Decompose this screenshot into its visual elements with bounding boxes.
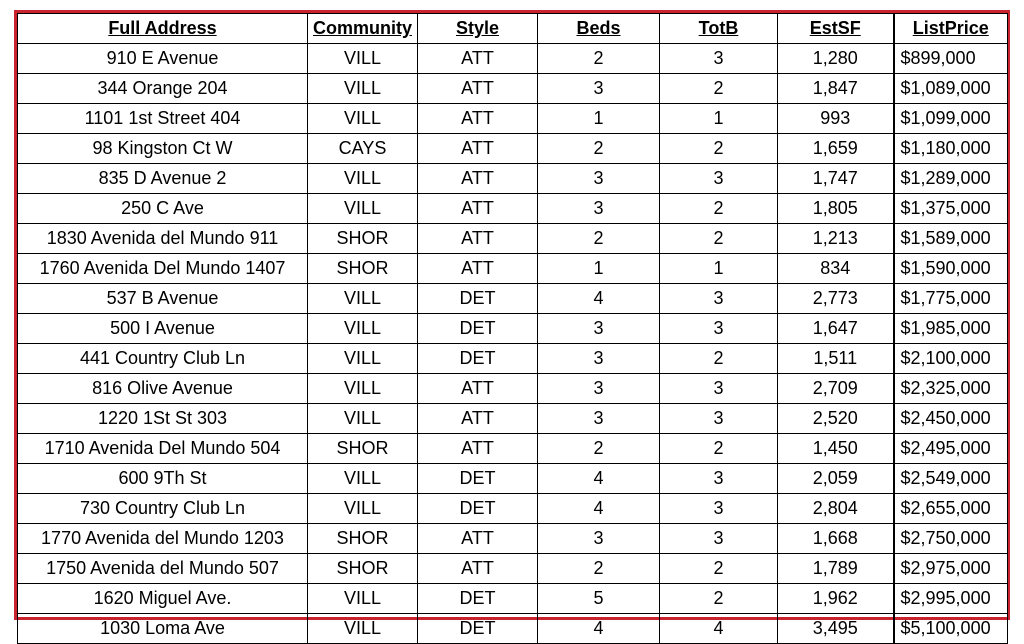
cell-totb: 2 bbox=[660, 194, 778, 224]
cell-totb: 2 bbox=[660, 554, 778, 584]
cell-community: VILL bbox=[308, 344, 418, 374]
cell-estsf: 3,495 bbox=[778, 614, 894, 644]
cell-style: ATT bbox=[418, 44, 538, 74]
cell-beds: 2 bbox=[538, 434, 660, 464]
cell-beds: 2 bbox=[538, 224, 660, 254]
cell-community: SHOR bbox=[308, 434, 418, 464]
cell-beds: 4 bbox=[538, 614, 660, 644]
cell-community: SHOR bbox=[308, 524, 418, 554]
cell-listprice: $1,289,000 bbox=[894, 164, 1008, 194]
cell-community: VILL bbox=[308, 374, 418, 404]
cell-beds: 3 bbox=[538, 164, 660, 194]
cell-totb: 2 bbox=[660, 224, 778, 254]
cell-full-address: 441 Country Club Ln bbox=[18, 344, 308, 374]
cell-full-address: 1830 Avenida del Mundo 911 bbox=[18, 224, 308, 254]
cell-listprice: $1,775,000 bbox=[894, 284, 1008, 314]
cell-estsf: 2,804 bbox=[778, 494, 894, 524]
cell-listprice: $1,589,000 bbox=[894, 224, 1008, 254]
cell-community: SHOR bbox=[308, 554, 418, 584]
cell-totb: 1 bbox=[660, 104, 778, 134]
table-row bbox=[18, 614, 1008, 644]
cell-beds: 2 bbox=[538, 554, 660, 584]
cell-community: VILL bbox=[308, 404, 418, 434]
cell-estsf: 993 bbox=[778, 104, 894, 134]
cell-totb: 3 bbox=[660, 314, 778, 344]
cell-listprice: $899,000 bbox=[894, 44, 1008, 74]
cell-full-address: 1750 Avenida del Mundo 507 bbox=[18, 554, 308, 584]
header-community: Community bbox=[308, 14, 418, 44]
cell-style: DET bbox=[418, 494, 538, 524]
cell-style: DET bbox=[418, 464, 538, 494]
cell-full-address: 835 D Avenue 2 bbox=[18, 164, 308, 194]
cell-community: VILL bbox=[308, 284, 418, 314]
cell-totb: 3 bbox=[660, 464, 778, 494]
table-row bbox=[18, 254, 1008, 284]
cell-style: ATT bbox=[418, 104, 538, 134]
table-row bbox=[18, 494, 1008, 524]
cell-style: DET bbox=[418, 344, 538, 374]
cell-style: ATT bbox=[418, 404, 538, 434]
table-row bbox=[18, 224, 1008, 254]
table-row bbox=[18, 554, 1008, 584]
cell-full-address: 250 C Ave bbox=[18, 194, 308, 224]
header-full-address: Full Address bbox=[18, 14, 308, 44]
cell-estsf: 1,789 bbox=[778, 554, 894, 584]
cell-full-address: 1220 1St St 303 bbox=[18, 404, 308, 434]
cell-beds: 1 bbox=[538, 254, 660, 284]
table-row bbox=[18, 74, 1008, 104]
cell-listprice: $2,655,000 bbox=[894, 494, 1008, 524]
cell-beds: 4 bbox=[538, 494, 660, 524]
cell-totb: 3 bbox=[660, 524, 778, 554]
cell-community: SHOR bbox=[308, 254, 418, 284]
cell-totb: 3 bbox=[660, 404, 778, 434]
listings-table bbox=[17, 13, 1008, 644]
cell-beds: 2 bbox=[538, 134, 660, 164]
cell-estsf: 834 bbox=[778, 254, 894, 284]
cell-beds: 3 bbox=[538, 524, 660, 554]
cell-community: VILL bbox=[308, 464, 418, 494]
cell-estsf: 2,520 bbox=[778, 404, 894, 434]
cell-estsf: 2,709 bbox=[778, 374, 894, 404]
cell-beds: 3 bbox=[538, 374, 660, 404]
table-row bbox=[18, 434, 1008, 464]
header-listprice: ListPrice bbox=[894, 14, 1008, 44]
cell-style: ATT bbox=[418, 524, 538, 554]
cell-style: ATT bbox=[418, 434, 538, 464]
cell-estsf: 1,659 bbox=[778, 134, 894, 164]
cell-full-address: 344 Orange 204 bbox=[18, 74, 308, 104]
cell-full-address: 537 B Avenue bbox=[18, 284, 308, 314]
cell-style: ATT bbox=[418, 224, 538, 254]
table-row bbox=[18, 314, 1008, 344]
cell-full-address: 1030 Loma Ave bbox=[18, 614, 308, 644]
cell-estsf: 1,747 bbox=[778, 164, 894, 194]
cell-style: ATT bbox=[418, 254, 538, 284]
table-row bbox=[18, 164, 1008, 194]
cell-totb: 3 bbox=[660, 284, 778, 314]
cell-beds: 3 bbox=[538, 314, 660, 344]
cell-style: ATT bbox=[418, 374, 538, 404]
cell-community: VILL bbox=[308, 164, 418, 194]
cell-full-address: 1101 1st Street 404 bbox=[18, 104, 308, 134]
cell-beds: 4 bbox=[538, 464, 660, 494]
cell-community: VILL bbox=[308, 194, 418, 224]
table-row bbox=[18, 464, 1008, 494]
cell-totb: 3 bbox=[660, 44, 778, 74]
cell-estsf: 2,059 bbox=[778, 464, 894, 494]
cell-listprice: $1,099,000 bbox=[894, 104, 1008, 134]
cell-estsf: 1,280 bbox=[778, 44, 894, 74]
cell-community: VILL bbox=[308, 584, 418, 614]
cell-listprice: $1,985,000 bbox=[894, 314, 1008, 344]
cell-totb: 1 bbox=[660, 254, 778, 284]
cell-estsf: 1,450 bbox=[778, 434, 894, 464]
cell-community: VILL bbox=[308, 74, 418, 104]
cell-beds: 4 bbox=[538, 284, 660, 314]
cell-totb: 3 bbox=[660, 374, 778, 404]
cell-estsf: 2,773 bbox=[778, 284, 894, 314]
cell-community: CAYS bbox=[308, 134, 418, 164]
cell-estsf: 1,647 bbox=[778, 314, 894, 344]
cell-listprice: $1,590,000 bbox=[894, 254, 1008, 284]
cell-community: VILL bbox=[308, 314, 418, 344]
cell-listprice: $2,450,000 bbox=[894, 404, 1008, 434]
cell-totb: 2 bbox=[660, 134, 778, 164]
cell-full-address: 1710 Avenida Del Mundo 504 bbox=[18, 434, 308, 464]
cell-listprice: $2,495,000 bbox=[894, 434, 1008, 464]
listings-table-frame bbox=[14, 10, 1010, 638]
cell-full-address: 1760 Avenida Del Mundo 1407 bbox=[18, 254, 308, 284]
table-row bbox=[18, 584, 1008, 614]
table-row bbox=[18, 284, 1008, 314]
cell-style: DET bbox=[418, 614, 538, 644]
cell-full-address: 1620 Miguel Ave. bbox=[18, 584, 308, 614]
cell-estsf: 1,805 bbox=[778, 194, 894, 224]
cell-totb: 4 bbox=[660, 614, 778, 644]
table-row bbox=[18, 404, 1008, 434]
cell-listprice: $2,325,000 bbox=[894, 374, 1008, 404]
header-row bbox=[18, 14, 1008, 44]
header-style: Style bbox=[418, 14, 538, 44]
cell-beds: 3 bbox=[538, 194, 660, 224]
cell-listprice: $1,089,000 bbox=[894, 74, 1008, 104]
cell-listprice: $1,180,000 bbox=[894, 134, 1008, 164]
table-row bbox=[18, 44, 1008, 74]
cell-style: DET bbox=[418, 584, 538, 614]
table-row bbox=[18, 374, 1008, 404]
table-row bbox=[18, 134, 1008, 164]
cell-community: VILL bbox=[308, 614, 418, 644]
cell-totb: 2 bbox=[660, 344, 778, 374]
cell-style: ATT bbox=[418, 74, 538, 104]
cell-totb: 2 bbox=[660, 434, 778, 464]
cell-totb: 2 bbox=[660, 74, 778, 104]
cell-full-address: 500 I Avenue bbox=[18, 314, 308, 344]
cell-totb: 2 bbox=[660, 584, 778, 614]
cell-estsf: 1,847 bbox=[778, 74, 894, 104]
table-body bbox=[18, 44, 1008, 644]
cell-full-address: 816 Olive Avenue bbox=[18, 374, 308, 404]
cell-listprice: $1,375,000 bbox=[894, 194, 1008, 224]
cell-full-address: 730 Country Club Ln bbox=[18, 494, 308, 524]
header-beds: Beds bbox=[538, 14, 660, 44]
cell-beds: 2 bbox=[538, 44, 660, 74]
cell-estsf: 1,213 bbox=[778, 224, 894, 254]
cell-style: DET bbox=[418, 284, 538, 314]
cell-beds: 1 bbox=[538, 104, 660, 134]
cell-style: ATT bbox=[418, 194, 538, 224]
cell-listprice: $5,100,000 bbox=[894, 614, 1008, 644]
cell-listprice: $2,750,000 bbox=[894, 524, 1008, 554]
cell-estsf: 1,962 bbox=[778, 584, 894, 614]
cell-style: ATT bbox=[418, 134, 538, 164]
table-row bbox=[18, 524, 1008, 554]
table-row bbox=[18, 344, 1008, 374]
cell-estsf: 1,668 bbox=[778, 524, 894, 554]
cell-full-address: 98 Kingston Ct W bbox=[18, 134, 308, 164]
cell-listprice: $2,995,000 bbox=[894, 584, 1008, 614]
cell-full-address: 600 9Th St bbox=[18, 464, 308, 494]
cell-community: VILL bbox=[308, 494, 418, 524]
cell-community: VILL bbox=[308, 44, 418, 74]
header-totb: TotB bbox=[660, 14, 778, 44]
cell-style: DET bbox=[418, 314, 538, 344]
cell-full-address: 1770 Avenida del Mundo 1203 bbox=[18, 524, 308, 554]
cell-beds: 3 bbox=[538, 344, 660, 374]
cell-full-address: 910 E Avenue bbox=[18, 44, 308, 74]
table-row bbox=[18, 104, 1008, 134]
cell-community: SHOR bbox=[308, 224, 418, 254]
cell-style: ATT bbox=[418, 554, 538, 584]
cell-listprice: $2,549,000 bbox=[894, 464, 1008, 494]
cell-community: VILL bbox=[308, 104, 418, 134]
cell-totb: 3 bbox=[660, 494, 778, 524]
cell-beds: 3 bbox=[538, 404, 660, 434]
cell-listprice: $2,975,000 bbox=[894, 554, 1008, 584]
cell-estsf: 1,511 bbox=[778, 344, 894, 374]
cell-totb: 3 bbox=[660, 164, 778, 194]
cell-beds: 5 bbox=[538, 584, 660, 614]
cell-style: ATT bbox=[418, 164, 538, 194]
header-estsf: EstSF bbox=[778, 14, 894, 44]
cell-listprice: $2,100,000 bbox=[894, 344, 1008, 374]
table-row bbox=[18, 194, 1008, 224]
cell-beds: 3 bbox=[538, 74, 660, 104]
